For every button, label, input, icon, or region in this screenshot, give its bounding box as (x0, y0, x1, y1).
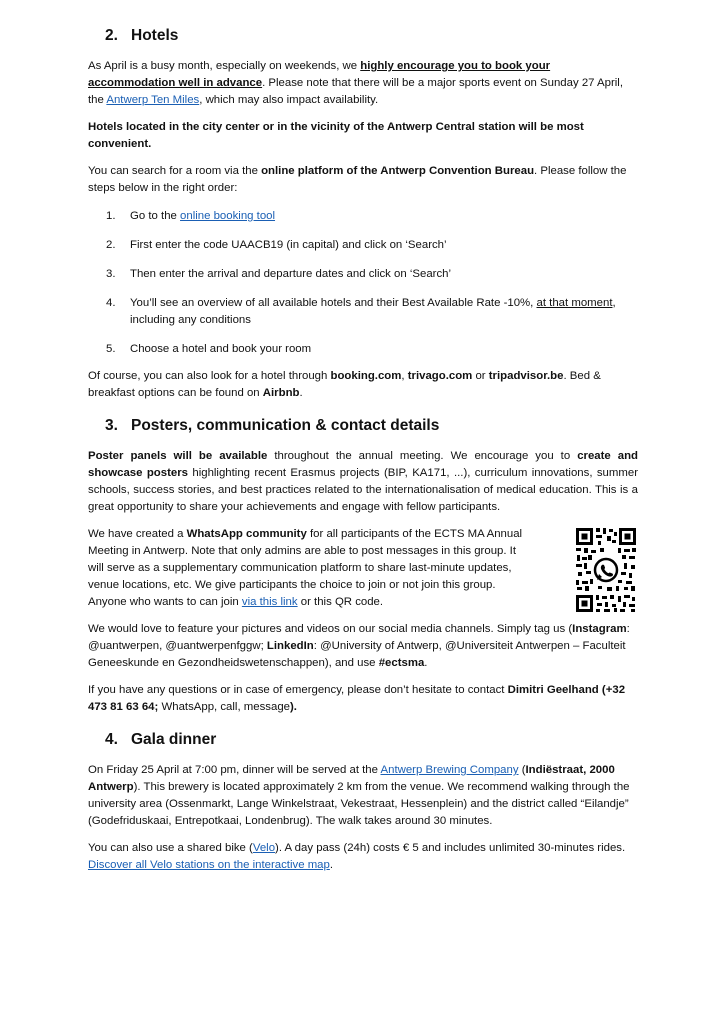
list-item: 3. Then enter the arrival and departure dates and click on ‘Search’ (106, 268, 452, 280)
list-item: 1. Go to the online booking tool (106, 210, 276, 222)
whatsapp-qr-code-icon[interactable] (574, 526, 638, 614)
velo-link[interactable]: Velo (252, 842, 276, 854)
velo-stations-map-link[interactable]: Discover all Velo stations on the interactive map (88, 859, 330, 871)
list-item: 5. Choose a hotel and book your room (106, 343, 312, 355)
section-heading-gala-dinner: 4. Gala dinner (105, 731, 217, 748)
hotels-paragraph-4: Of course, you can also look for a hotel through booking.com, trivago.com or tripadvisor.be. Bed & breakfast options can be found on Airbnb. (88, 370, 601, 399)
whatsapp-join-link[interactable]: via this link (241, 596, 298, 608)
qr-code-graphic (574, 526, 638, 614)
posters-paragraph-1: Poster panels will be available throughout the annual meeting. We encourage you to create and showcase posters highlighting recent Erasmus projects (BIP, KA171, ...), curriculum innovations, summer schools, success stories, and best practices related to the internationalisation of medical education. This is a great opportunity to share your achievements and engage with fellow participants. (88, 450, 639, 513)
gala-paragraph-1: On Friday 25 April at 7:00 pm, dinner will be served at the Antwerp Brewing Company (Indiëstraat, 2000 Antwerp). This brewery is located approximately 2 km from the venue. We recommend walking through the university area (Ossenmarkt, Lange Winkelstraat, Vekestraat, Hessenplein) and the district called “Eilandje” (Godefriduskaai, Entrepotkaai, Londenbrug). The walk takes around 30 minutes. (88, 764, 630, 827)
online-booking-tool-link[interactable]: online booking tool (180, 210, 276, 222)
section-heading-posters: 3. Posters, communication & contact details (105, 417, 440, 434)
posters-paragraph-3: We would love to feature your pictures and videos on our social media channels. Simply tag us (Instagram: @uantwerpen, @uantwerpenfggw; LinkedIn: @University of Antwerp, @Universiteit Antwerpen – Faculteit Geneeskunde en Gezondheidswetenschappen), and use #ectsma. (88, 623, 630, 669)
hotels-paragraph-2: Hotels located in the city center or in the vicinity of the Antwerp Central station will be most convenient. (88, 121, 584, 150)
document-page (88, 26, 638, 874)
antwerp-brewing-company-link[interactable]: Antwerp Brewing Company (380, 764, 519, 776)
list-item: 2. First enter the code UAACB19 (in capital) and click on ‘Search’ (106, 239, 447, 251)
posters-paragraph-2: We have created a WhatsApp community for all participants of the ECTS MA Annual Meeting in Antwerp. Note that only admins are able to post messages in this group. It will serve as a supplementary communication platform to share last-minute updates, venue locations, etc. We give participants the choice to join or not join this group. Anyone who wants to can join via this link or this QR code. (88, 528, 523, 608)
booking-steps-list (88, 208, 638, 358)
antwerp-ten-miles-link[interactable]: Antwerp Ten Miles (106, 94, 200, 106)
hotels-paragraph-3: You can search for a room via the online platform of the Antwerp Convention Bureau. Please follow the steps below in the right order: (88, 165, 627, 194)
gala-paragraph-2: You can also use a shared bike (Velo). A day pass (24h) costs € 5 and includes unlimited 30-minutes rides. Discover all Velo stations on the interactive map. (88, 842, 626, 871)
hotels-paragraph-1: As April is a busy month, especially on weekends, we highly encourage you to book your accommodation well in advance. Please note that there will be a major sports event on Sunday 27 April, the Antwerp Ten Miles, which may also impact availability. (88, 60, 623, 106)
list-item: 4. You’ll see an overview of all available hotels and their Best Available Rate -10%, at that moment, including any conditions (106, 297, 616, 326)
whatsapp-block (88, 526, 638, 611)
section-heading-hotels: 2. Hotels (105, 27, 179, 44)
posters-paragraph-4: If you have any questions or in case of emergency, please don’t hesitate to contact Dimitri Geelhand (+32 473 81 63 64; WhatsApp, call, message). (88, 684, 626, 713)
